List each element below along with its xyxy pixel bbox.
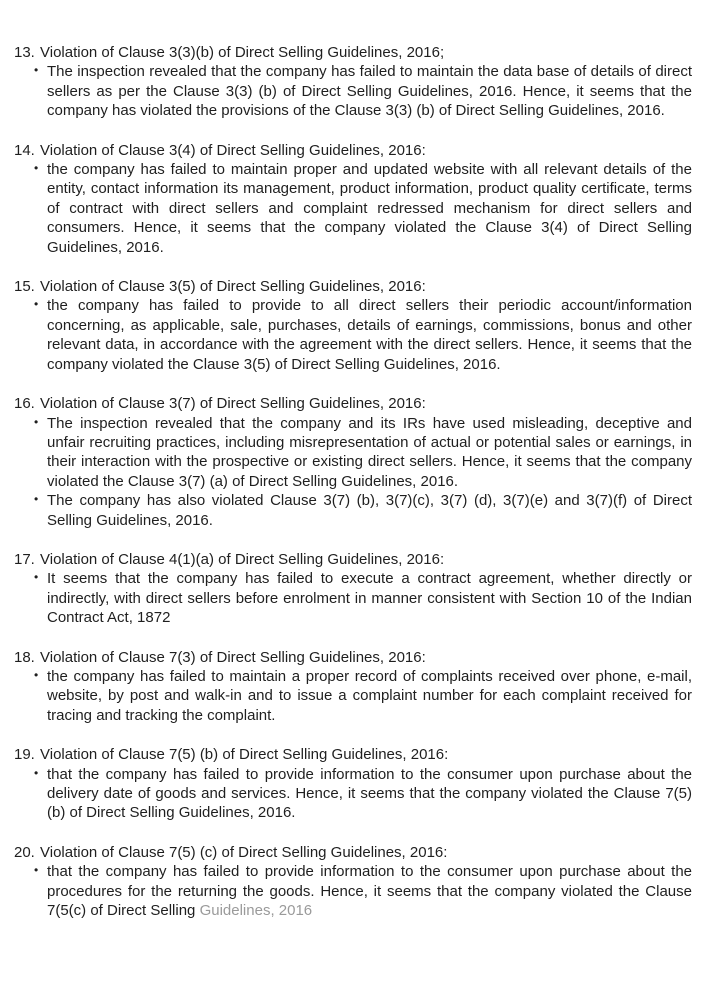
item-heading: Violation of Clause 7(3) of Direct Selling Guidelines, 2016: (40, 648, 426, 666)
bullet-marker: • (34, 863, 39, 878)
bullet-point (33, 160, 692, 257)
bullet-point (33, 667, 692, 725)
bullet-text: that the company has failed to provide information to the consumer upon purchase about the procedures for the returning the goods. Hence, it seems that the company violated the Clause 7(5(c) of Direct Selling (47, 863, 692, 920)
violation-item (14, 550, 692, 628)
item-number: 13. (14, 44, 35, 61)
bullet-point (33, 414, 692, 492)
violation-item (14, 277, 692, 374)
item-heading-row (14, 277, 692, 296)
item-number: 19. (14, 746, 35, 764)
violation-item (14, 745, 692, 823)
item-heading-row (14, 648, 692, 667)
bullet-marker: • (34, 667, 39, 682)
violation-item (14, 843, 692, 921)
bullet-marker: • (34, 63, 39, 78)
bullet-point (33, 569, 692, 627)
violation-item (14, 648, 692, 726)
bullet-marker: • (34, 161, 39, 176)
bullet-point (33, 491, 692, 530)
item-heading: Violation of Clause 3(3)(b) of Direct Selling Guidelines, 2016; (40, 44, 445, 61)
bullet-point (33, 862, 692, 920)
bullet-text: The inspection revealed that the company has failed to maintain the data base of details of direct sellers as per the Clause 3(3) (b) of Direct Selling Guidelines, 2016. Hence, it seems that the company has violated the provisions of the Clause 3(3) (b) of Direct Selling Guidelines, 2016. (47, 63, 692, 120)
item-heading: Violation of Clause 3(4) of Direct Selling Guidelines, 2016: (40, 141, 426, 159)
item-number: 15. (14, 278, 35, 296)
item-heading-row (14, 745, 692, 764)
bullet-text: the company has failed to maintain a proper record of complaints received over phone, e-mail, website, by post and walk-in and to issue a complaint number for each complaint received for tracing and tracking the complaint. (47, 667, 692, 724)
violation-item (14, 394, 692, 530)
bullet-marker: • (34, 297, 39, 312)
item-heading-row (14, 141, 692, 160)
item-heading: Violation of Clause 3(5) of Direct Selling Guidelines, 2016: (40, 278, 426, 296)
bullet-text: The company has also violated Clause 3(7) (b), 3(7)(c), 3(7) (d), 3(7)(e) and 3(7)(f) of Direct Selling Guidelines, 2016. (47, 492, 692, 529)
bullet-marker: • (34, 570, 39, 585)
bullet-point (33, 296, 692, 374)
bullet-point (33, 62, 692, 120)
item-heading-row (14, 43, 692, 62)
item-heading-row (14, 550, 692, 569)
violation-item (14, 43, 692, 121)
item-heading: Violation of Clause 3(7) of Direct Selling Guidelines, 2016: (40, 395, 426, 413)
bullet-text: the company has failed to provide to all direct sellers their periodic account/information concerning, as applicable, sale, purchases, details of earnings, commissions, bonus and other relevant data, in accordance with the agreement with the direct sellers. Hence, it seems that the company violated the Clause 3(5) of Direct Selling Guidelines, 2016. (47, 297, 692, 373)
item-number: 17. (14, 550, 35, 568)
bullet-marker: • (34, 414, 39, 429)
bullet-text: the company has failed to maintain proper and updated website with all relevant details of the entity, contact information its management, product information, product quality certificate, terms of contract with direct sellers and complaint redressed mechanism for direct sellers and consumers. Hence, it seems that the company violated the Clause 3(4) of Direct Selling Guidelines, 2016. (47, 161, 692, 256)
violation-item (14, 141, 692, 257)
item-heading: Violation of Clause 7(5) (c) of Direct Selling Guidelines, 2016: (40, 843, 448, 861)
bullet-text-faded: Guidelines, 2016 (199, 902, 313, 920)
item-number: 14. (14, 141, 35, 159)
bullet-text: It seems that the company has failed to execute a contract agreement, whether directly or indirectly, with direct sellers before enrolment in manner consistent with Section 10 of the Indian Contract Act, 1872 (47, 570, 692, 627)
item-number: 16. (14, 395, 35, 413)
item-heading: Violation of Clause 7(5) (b) of Direct Selling Guidelines, 2016: (40, 746, 449, 764)
item-number: 18. (14, 648, 35, 666)
item-number: 20. (14, 843, 35, 861)
bullet-marker: • (34, 492, 39, 507)
bullet-marker: • (34, 765, 39, 780)
bullet-point (33, 765, 692, 823)
bullet-text: The inspection revealed that the company and its IRs have used misleading, deceptive and unfair recruiting practices, including misrepresentation of actual or potential sales or earnings, in their interaction with the prospective or existing direct sellers. Hence, it seems that the company violated the Clause 3(7) (a) of Direct Selling Guidelines, 2016. (47, 414, 692, 490)
item-heading-row (14, 394, 692, 413)
bullet-text: that the company has failed to provide information to the consumer upon purchase about the delivery date of goods and services. Hence, it seems that the company violated the Clause 7(5) (b) of Direct Selling Guidelines, 2016. (47, 765, 692, 822)
item-heading: Violation of Clause 4(1)(a) of Direct Selling Guidelines, 2016: (40, 550, 445, 568)
item-heading-row (14, 843, 692, 862)
